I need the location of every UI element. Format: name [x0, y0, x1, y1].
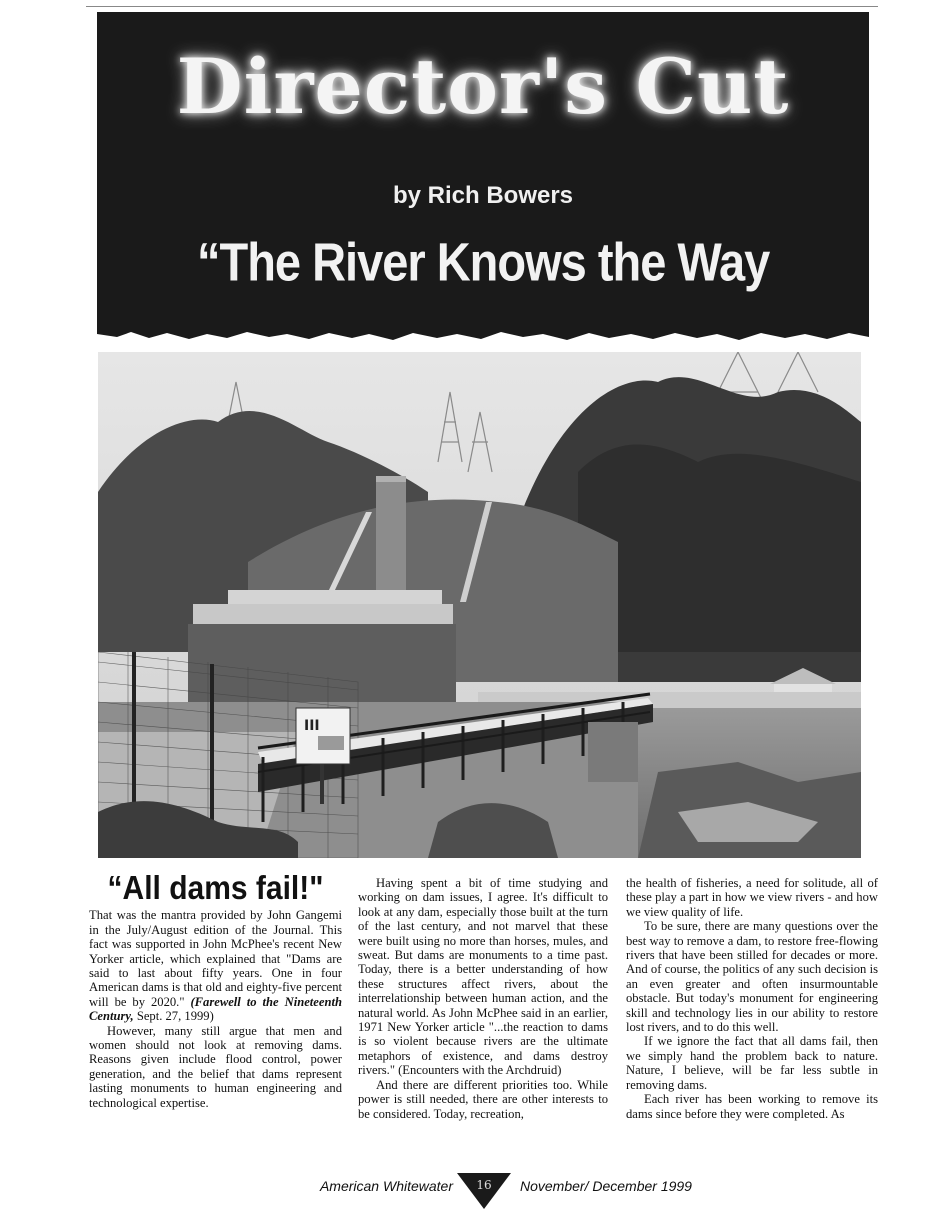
torn-edge [97, 328, 869, 342]
pull-quote: “All dams fail!" [107, 870, 324, 907]
paragraph: the health of fisheries, a need for solitude, all of these play a part in how we view rivers - and how we view quality of life. [626, 876, 878, 919]
dam-photo-illustration [98, 352, 861, 858]
paragraph: Having spent a bit of time studying and working on dam issues, I agree. It's difficult to look at any dam, especially those built at the turn of the last century, and not marvel that these were built using no more than horses, mules, and sweat. But dams are monuments to a time past. Today, there is a better understanding of how these structures affect rivers, about the interrelationship between human action, and the natural world. As John McPhee said in an earlier, 1971 New Yorker article "...the reaction to dams is so violent because rivers are the ultimate metaphors of existence, and dams destroy rivers." (Encounters with the Archdruid) [358, 876, 608, 1078]
column-title: Director's Cut [176, 42, 790, 131]
page-number: 16 [476, 1178, 492, 1192]
paragraph: And there are different priorities too. While power is still needed, there are other interests to be considered. Today, recreation, [358, 1077, 608, 1121]
paragraph: If we ignore the fact that all dams fail, then we simply hand the problem back to nature. Nature, I believe, will be far less subtle in removing dams. [626, 1034, 878, 1092]
header-banner [97, 12, 869, 342]
citation-date: Sept. 27, 1999) [133, 1009, 214, 1024]
article-column-3 [626, 876, 878, 1121]
page-footer [0, 1172, 935, 1210]
article-title: “The River Knows the Way [197, 231, 770, 293]
article-column-2 [358, 876, 608, 1121]
page-number-badge [457, 1172, 511, 1210]
dam-photo [98, 352, 861, 858]
paragraph-text: That was the mantra provided by John Gangemi in the July/August edition of the Journal. This fact was supported in John McPhee's recent New Yorker article, which explained that "Dams are said to last about fifty years. One in four American dams is that old and eighty-five percent will be by 2020." [89, 908, 342, 1009]
paragraph [89, 908, 342, 1023]
paragraph: However, many still argue that men and women should not look at removing dams. Reasons given include flood control, power generation, and the belief that dams represent lasting monuments to human engineering and technological expertise. [89, 1023, 342, 1110]
paragraph: Each river has been working to remove its dams since before they were completed. As [626, 1092, 878, 1121]
citation: (Farewell to the Nineteenth Century, [89, 994, 342, 1024]
issue-date: November/ December 1999 [520, 1178, 692, 1194]
article-column-1 [89, 870, 342, 1110]
top-rule [86, 6, 878, 7]
sign-logo: III [304, 718, 320, 734]
byline: by Rich Bowers [392, 182, 574, 209]
paragraph: To be sure, there are many questions over the best way to remove a dam, to restore free-flowing rivers that have been stilled for decades or more. And of course, the politics of any such decision is an even greater and often insurmountable obstacle. But today's monument for engineering skill and technology lies in our ability to restore lost rivers, and to do this well. [626, 919, 878, 1035]
publication-name: American Whitewater [319, 1178, 453, 1194]
